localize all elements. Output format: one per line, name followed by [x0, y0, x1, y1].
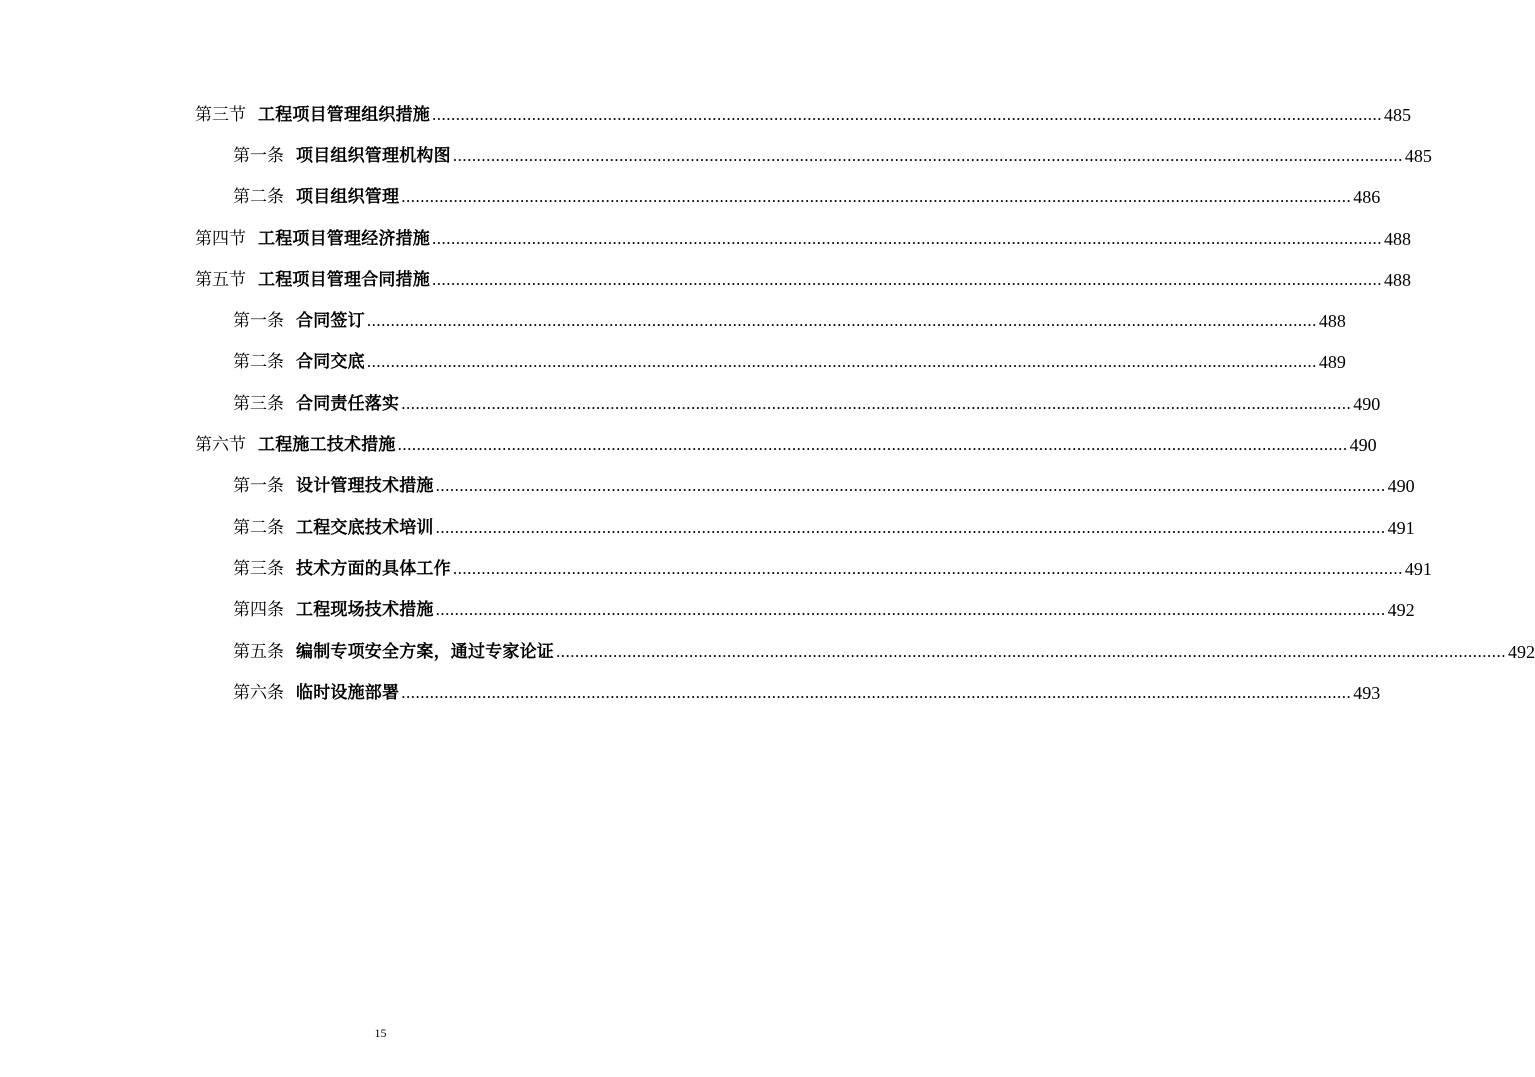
toc-entry-title: 工程交底技术培训	[296, 517, 434, 538]
toc-entry-number: 第六节	[195, 435, 246, 456]
toc-entry-page: 489	[1318, 352, 1346, 373]
toc-entry-number: 第二条	[233, 187, 284, 208]
toc-entry-number: 第五条	[233, 641, 284, 662]
toc-dot-leader: ........................................................................................................................................................................................................	[366, 352, 1317, 372]
toc-article-entry[interactable]	[233, 383, 1381, 424]
toc-entry-title: 设计管理技术措施	[296, 476, 434, 497]
toc-article-entry[interactable]	[233, 548, 1432, 589]
toc-entry-number: 第五节	[195, 269, 246, 290]
toc-entry-number: 第三条	[233, 558, 284, 579]
toc-entry-page: 486	[1353, 187, 1381, 208]
toc-entry-page: 491	[1387, 517, 1415, 538]
toc-dot-leader: ........................................................................................................................................................................................................	[401, 187, 1352, 207]
toc-entry-page: 488	[1384, 269, 1411, 290]
toc-entry-title: 工程施工技术措施	[258, 435, 396, 456]
toc-article-entry[interactable]	[233, 672, 1381, 713]
toc-section-entry[interactable]	[195, 259, 1411, 300]
toc-entry-title: 临时设施部署	[296, 682, 400, 703]
toc-dot-leader: ........................................................................................................................................................................................................	[435, 476, 1386, 496]
toc-section-entry[interactable]	[195, 218, 1411, 259]
toc-dot-leader: ........................................................................................................................................................................................................	[556, 641, 1506, 661]
toc-entry-title: 合同交底	[296, 352, 365, 373]
toc-dot-leader: ........................................................................................................................................................................................................	[452, 558, 1403, 578]
page-number: 15	[374, 1026, 387, 1040]
toc-dot-leader: ........................................................................................................................................................................................................	[435, 600, 1386, 620]
toc-entry-title: 工程项目管理经济措施	[258, 228, 430, 249]
toc-entry-page: 493	[1353, 682, 1381, 703]
toc-entry-title: 编制专项安全方案，通过专家论证	[296, 641, 554, 662]
toc-entry-number: 第一条	[233, 476, 284, 497]
toc-entry-page: 491	[1404, 558, 1432, 579]
toc-entry-title: 合同责任落实	[296, 393, 400, 414]
table-of-contents	[0, 94, 1535, 713]
toc-dot-leader: ........................................................................................................................................................................................................	[432, 269, 1382, 289]
toc-article-entry[interactable]	[233, 507, 1415, 548]
toc-entry-number: 第二条	[233, 517, 284, 538]
toc-entry-title: 项目组织管理	[296, 187, 400, 208]
toc-entry-page: 488	[1384, 228, 1411, 249]
toc-dot-leader: ........................................................................................................................................................................................................	[452, 145, 1403, 165]
toc-article-entry[interactable]	[233, 590, 1415, 631]
toc-entry-title: 工程项目管理组织措施	[258, 104, 430, 125]
toc-dot-leader: ........................................................................................................................................................................................................	[432, 104, 1382, 124]
toc-entry-number: 第一条	[233, 145, 284, 166]
toc-entry-number: 第四节	[195, 228, 246, 249]
toc-entry-title: 合同签订	[296, 311, 365, 332]
toc-dot-leader: ........................................................................................................................................................................................................	[397, 435, 1348, 455]
toc-entry-page: 488	[1318, 311, 1346, 332]
toc-dot-leader: ........................................................................................................................................................................................................	[401, 393, 1352, 413]
toc-article-entry[interactable]	[233, 300, 1346, 341]
toc-dot-leader: ........................................................................................................................................................................................................	[401, 682, 1352, 702]
toc-entry-page: 492	[1387, 600, 1415, 621]
toc-entry-number: 第三条	[233, 393, 284, 414]
toc-entry-page: 485	[1404, 145, 1432, 166]
toc-entry-title: 项目组织管理机构图	[296, 145, 451, 166]
toc-article-entry[interactable]	[233, 631, 1535, 672]
toc-entry-number: 第三节	[195, 104, 246, 125]
toc-entry-page: 485	[1384, 104, 1411, 125]
toc-article-entry[interactable]	[233, 466, 1415, 507]
toc-entry-page: 492	[1508, 641, 1535, 662]
toc-entry-page: 490	[1353, 393, 1381, 414]
toc-entry-page: 490	[1349, 435, 1377, 456]
toc-entry-number: 第二条	[233, 352, 284, 373]
toc-article-entry[interactable]	[233, 177, 1381, 218]
toc-entry-title: 工程现场技术措施	[296, 600, 434, 621]
toc-entry-number: 第六条	[233, 682, 284, 703]
toc-entry-title: 工程项目管理合同措施	[258, 269, 430, 290]
toc-section-entry[interactable]	[195, 424, 1377, 465]
toc-section-entry[interactable]	[195, 94, 1411, 135]
toc-entry-title: 技术方面的具体工作	[296, 558, 451, 579]
toc-article-entry[interactable]	[233, 342, 1346, 383]
toc-entry-number: 第四条	[233, 600, 284, 621]
toc-entry-page: 490	[1387, 476, 1415, 497]
toc-dot-leader: ........................................................................................................................................................................................................	[432, 228, 1382, 248]
toc-article-entry[interactable]	[233, 135, 1432, 176]
toc-dot-leader: ........................................................................................................................................................................................................	[366, 311, 1317, 331]
toc-dot-leader: ........................................................................................................................................................................................................	[435, 517, 1386, 537]
toc-entry-number: 第一条	[233, 311, 284, 332]
